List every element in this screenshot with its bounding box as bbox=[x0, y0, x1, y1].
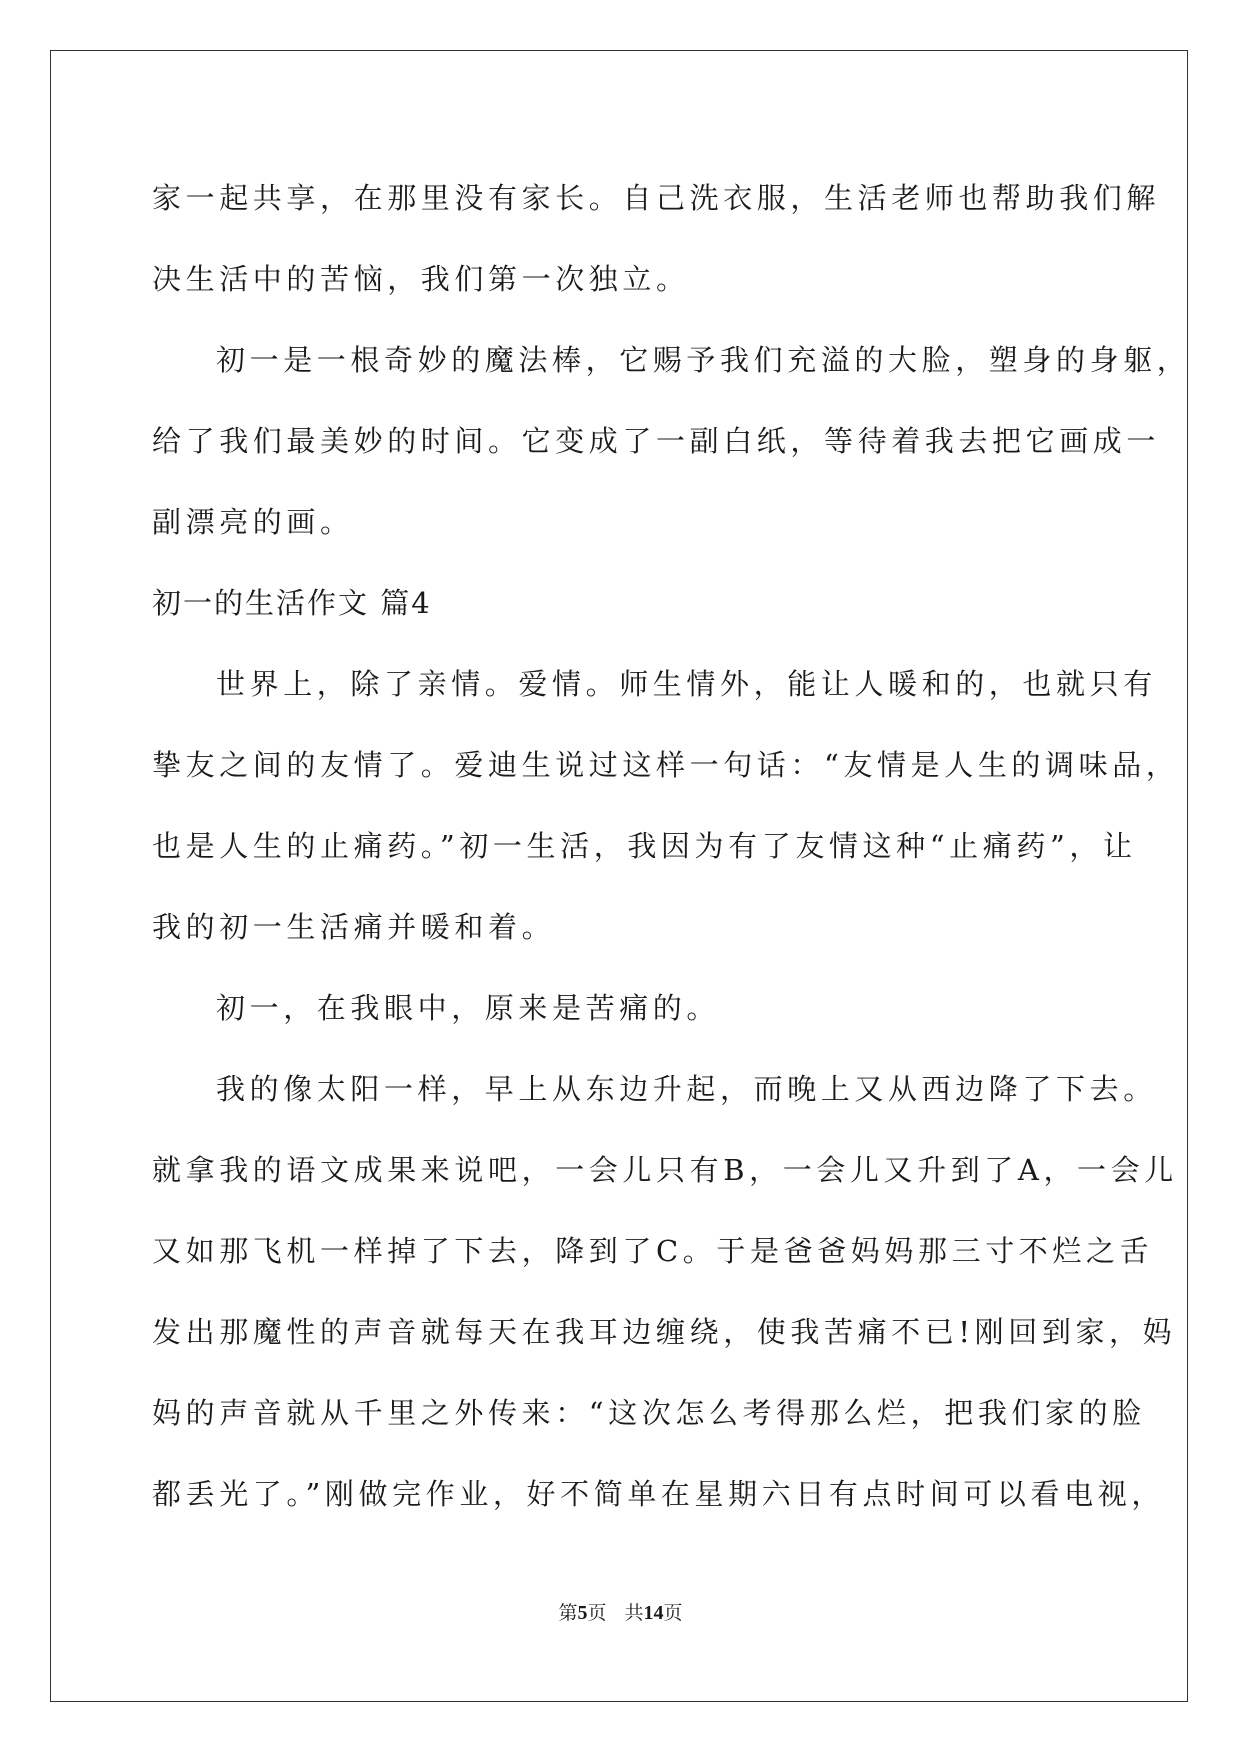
text-line: 也是人生的止痛药。”初一生活，我因为有了友情这种“止痛药”，让 bbox=[152, 829, 1137, 863]
text-line: 决生活中的苦恼，我们第一次独立。 bbox=[152, 262, 690, 296]
text-line: 副漂亮的画。 bbox=[152, 505, 354, 539]
section-heading: 初一的生活作文 篇4 bbox=[152, 586, 432, 620]
total-prefix: 共 bbox=[624, 1602, 644, 1624]
text-line: 就拿我的语文成果来说吧，一会儿只有B，一会儿又升到了A，一会儿 bbox=[152, 1153, 1178, 1187]
total-page-count: 14 bbox=[643, 1602, 664, 1624]
text-line: 挚友之间的友情了。爱迪生说过这样一句话：“友情是人生的调味品， bbox=[152, 748, 1180, 782]
paragraph-start: 我的像太阳一样，早上从东边升起，而晚上又从西边降了下去。 bbox=[216, 1072, 1157, 1106]
text-line: 都丢光了。”刚做完作业，好不简单在星期六日有点时间可以看电视， bbox=[152, 1477, 1165, 1511]
document-body bbox=[152, 158, 1191, 1535]
paragraph-start: 世界上，除了亲情。爱情。师生情外，能让人暖和的，也就只有 bbox=[216, 667, 1157, 701]
paragraph-start: 初一，在我眼中，原来是苦痛的。 bbox=[216, 991, 721, 1025]
text-line: 家一起共享，在那里没有家长。自己洗衣服，生活老师也帮助我们解 bbox=[152, 181, 1161, 215]
text-line: 我的初一生活痛并暖和着。 bbox=[152, 910, 556, 944]
text-line: 又如那飞机一样掉了下去，降到了C。于是爸爸妈妈那三寸不烂之舌 bbox=[152, 1234, 1154, 1268]
text-line: 发出那魔性的声音就每天在我耳边缠绕，使我苦痛不已!刚回到家，妈 bbox=[152, 1315, 1177, 1349]
paragraph-start: 初一是一根奇妙的魔法棒，它赐予我们充溢的大脸，塑身的身躯， bbox=[216, 343, 1191, 377]
total-suffix: 页 bbox=[663, 1602, 683, 1624]
current-page-number: 5 bbox=[577, 1602, 588, 1624]
text-line: 妈的声音就从千里之外传来：“这次怎么考得那么烂，把我们家的脸 bbox=[152, 1396, 1146, 1430]
page-suffix: 页 bbox=[587, 1602, 607, 1624]
page-prefix: 第 bbox=[558, 1602, 578, 1624]
text-line: 给了我们最美妙的时间。它变成了一副白纸，等待着我去把它画成一 bbox=[152, 424, 1161, 458]
page-footer bbox=[0, 1598, 1241, 1625]
